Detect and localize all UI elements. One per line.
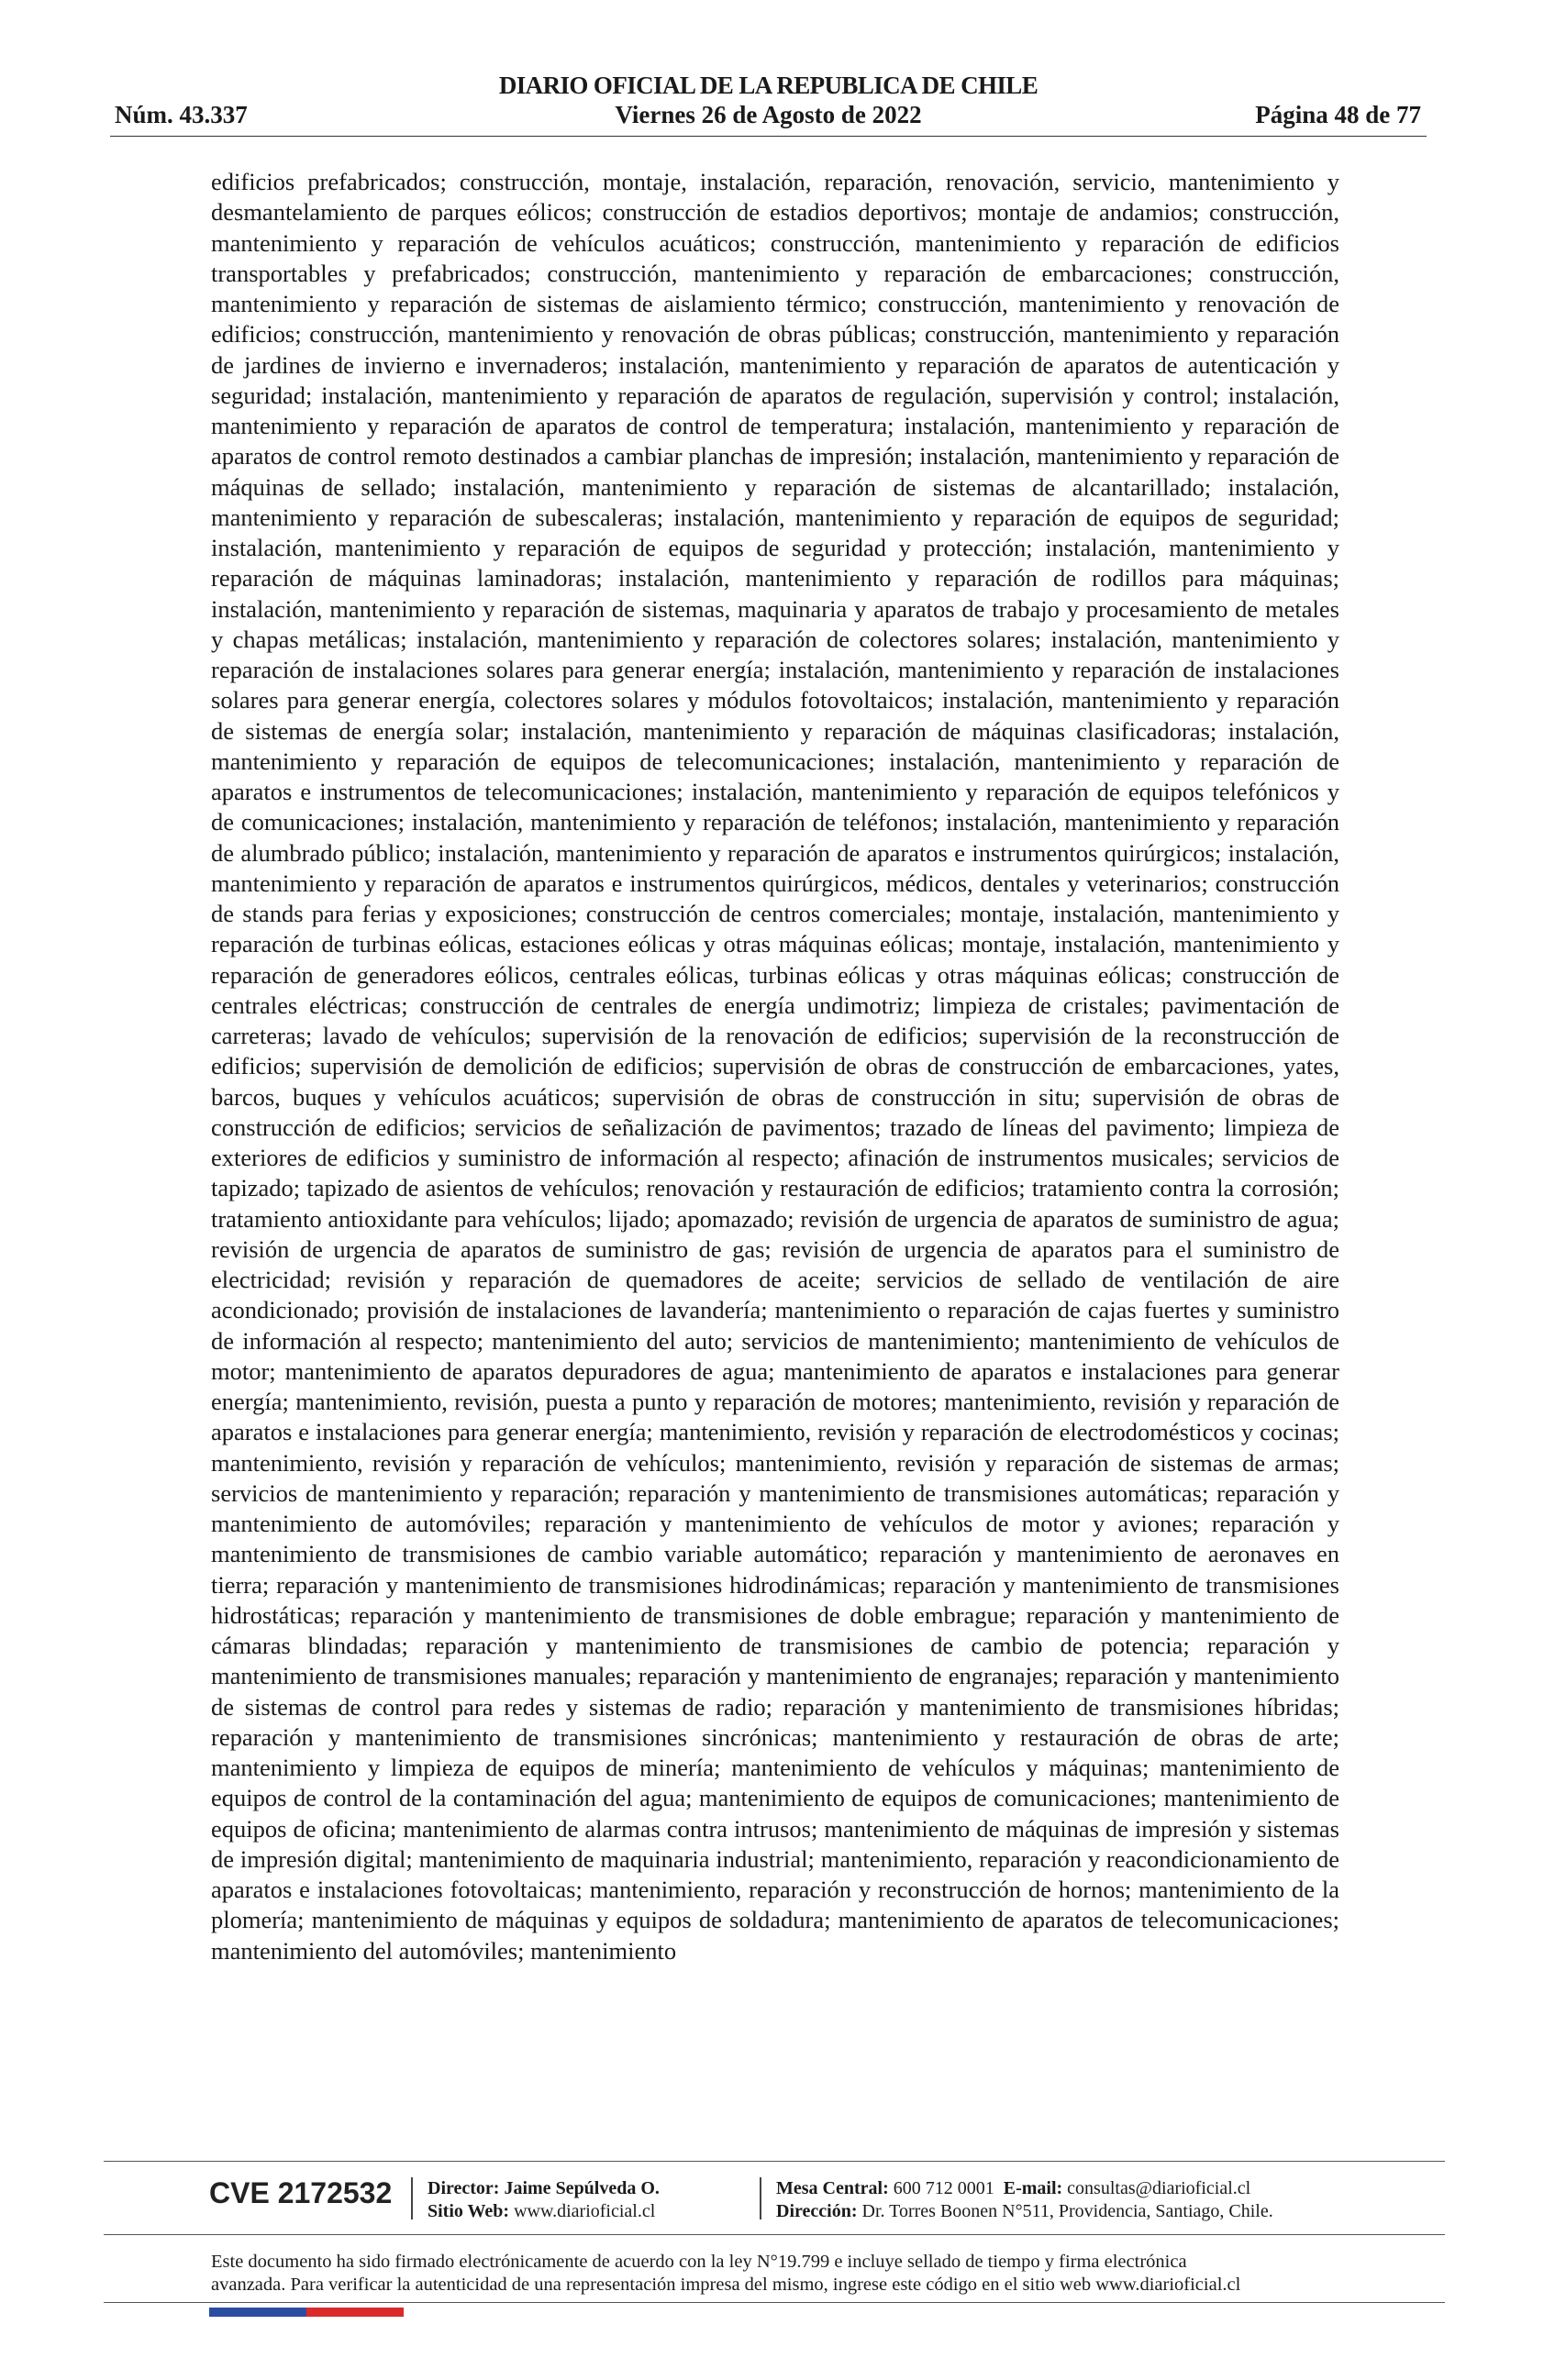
footer-top-divider: [104, 2161, 1445, 2162]
address-value: Dr. Torres Boonen N°511, Providencia, Santiago, Chile.: [861, 2201, 1273, 2221]
issue-date: Viernes 26 de Agosto de 2022: [615, 101, 922, 128]
footer-bottom-divider: [104, 2302, 1445, 2303]
director-name: Jaime Sepúlveda O.: [504, 2178, 660, 2198]
issue-number: Núm. 43.337: [115, 101, 248, 128]
notice-line-1: Este documento ha sido firmado electrónicamente de acuerdo con la ley N°19.799 e incluye sellado de tiempo y firma electrónica: [211, 2252, 1187, 2272]
director-label: Director:: [428, 2178, 500, 2198]
body-text: edificios prefabricados; construcción, montaje, instalación, reparación, renovación, servicio, mantenimiento y desmantelamiento de parques eólicos; construcción de estadios deportivos; montaje de andamios; construcción, mantenimiento y reparación de vehículos acuáticos; construcción, mantenimiento y reparación de edificios transportables y prefabricados; construcción, mantenimiento y reparación de embarcaciones; construcción, mantenimiento y reparación de sistemas de aislamiento térmico; construcción, mantenimiento y renovación de edificios; construcción, mantenimiento y renovación de obras públicas; construcción, mantenimiento y reparación de jardines de invierno e invernaderos; instalación, mantenimiento y reparación de aparatos de autenticación y seguridad; instalación, mantenimiento y reparación de aparatos de regulación, supervisión y control; instalación, mantenimiento y reparación de aparatos de control de temperatura; instalación, mantenimiento y reparación de aparatos de control remoto destinados a cambiar planchas de impresión; instalación, mantenimiento y reparación de máquinas de sellado; instalación, mantenimiento y reparación de sistemas de alcantarillado; instalación, mantenimiento y reparación de subescaleras; instalación, mantenimiento y reparación de equipos de seguridad; instalación, mantenimiento y reparación de equipos de seguridad y protección; instalación, mantenimiento y reparación de máquinas laminadoras; instalación, mantenimiento y reparación de rodillos para máquinas; instalación, mantenimiento y reparación de sistemas, maquinaria y aparatos de trabajo y procesamiento de metales y chapas metálicas; instalación, mantenimiento y reparación de colectores solares; instalación, mantenimiento y reparación de instalaciones solares para generar energía; instalación, mantenimiento y reparación de instalaciones solares para generar energía, colectores solares y módulos fotovoltaicos; instalación, mantenimiento y reparación de sistemas de energía solar; instalación, mantenimiento y reparación de máquinas clasificadoras; instalación, mantenimiento y reparación de equipos de telecomunicaciones; instalación, mantenimiento y reparación de aparatos e instrumentos de telecomunicaciones; instalación, mantenimiento y reparación de equipos telefónicos y de comunicaciones; instalación, mantenimiento y reparación de teléfonos; instalación, mantenimiento y reparación de alumbrado público; instalación, mantenimiento y reparación de aparatos e instrumentos quirúrgicos; instalación, mantenimiento y reparación de aparatos e instrumentos quirúrgicos, médicos, dentales y veterinarios; construcción de stands para ferias y exposiciones; construcción de centros comerciales; montaje, instalación, mantenimiento y reparación de turbinas eólicas, estaciones eólicas y otras máquinas eólicas; montaje, instalación, mantenimiento y reparación de generadores eólicos, centrales eólicas, turbinas eólicas y otras máquinas eólicas; construcción de centrales eléctricas; construcción de centrales de energía undimotriz; limpieza de cristales; pavimentación de carreteras; lavado de vehículos; supervisión de la renovación de edificios; supervisión de la reconstrucción de edificios; supervisión de demolición de edificios; supervisión de obras de construcción de embarcaciones, yates, barcos, buques y vehículos acuáticos; supervisión de obras de construcción in situ; supervisión de obras de construcción de edificios; servicios de señalización de pavimentos; trazado de líneas del pavimento; limpieza de exteriores de edificios y suministro de información al respecto; afinación de instrumentos musicales; servicios de tapizado; tapizado de asientos de vehículos; renovación y restauración de edificios; tratamiento contra la corrosión; tratamiento antioxidante para vehículos; lijado; apomazado; revisión de urgencia de aparatos de suministro de agua; revisión de urgencia de aparatos de suministro de gas; revisión de urgencia de aparatos para el suministro de electricidad; revisión y reparación de quemadores de aceite; servicios de sellado de ventilación de aire acondicionado; provisión de instalaciones de lavandería; mantenimiento o reparación de cajas fuertes y suministro de información al respecto; mantenimiento del auto; servicios de mantenimiento; mantenimiento de vehículos de motor; mantenimiento de aparatos depuradores de agua; mantenimiento de aparatos e instalaciones para generar energía; mantenimiento, revisión, puesta a punto y reparación de motores; mantenimiento, revisión y reparación de aparatos e instalaciones para generar energía; mantenimiento, revisión y reparación de electrodomésticos y cocinas; mantenimiento, revisión y reparación de vehículos; mantenimiento, revisión y reparación de sistemas de armas; servicios de mantenimiento y reparación; reparación y mantenimiento de transmisiones automáticas; reparación y mantenimiento de automóviles; reparación y mantenimiento de vehículos de motor y aviones; reparación y mantenimiento de transmisiones de cambio variable automático; reparación y mantenimiento de aeronaves en tierra; reparación y mantenimiento de transmisiones hidrodinámicas; reparación y mantenimiento de transmisiones hidrostáticas; reparación y mantenimiento de transmisiones de doble embrague; reparación y mantenimiento de cámaras blindadas; reparación y mantenimiento de transmisiones de cambio de potencia; reparación y mantenimiento de transmisiones manuales; reparación y mantenimiento de engranajes; reparación y mantenimiento de sistemas de control para redes y sistemas de radio; reparación y mantenimiento de transmisiones híbridas; reparación y mantenimiento de transmisiones sincrónicas; mantenimiento y restauración de obras de arte; mantenimiento y limpieza de equipos de minería; mantenimiento de vehículos y máquinas; mantenimiento de equipos de control de la contaminación del agua; mantenimiento de equipos de comunicaciones; mantenimiento de equipos de oficina; mantenimiento de alarmas contra intrusos; mantenimiento de máquinas de impresión y sistemas de impresión digital; mantenimiento de maquinaria industrial; mantenimiento, reparación y reacondicionamiento de aparatos e instalaciones fotovoltaicas; mantenimiento, reparación y reconstrucción de hornos; mantenimiento de la plomería; mantenimiento de máquinas y equipos de soldadura; mantenimiento de aparatos de telecomunicaciones; mantenimiento del automóviles; mantenimiento: [211, 168, 1339, 1965]
website-label: Sitio Web:: [428, 2201, 510, 2221]
footer-mid-divider: [104, 2234, 1445, 2235]
notice-line-2: avanzada. Para verificar la autenticidad de una representación impresa del mismo, ingrese este código en el sitio web www.diarioficial.cl: [211, 2275, 1241, 2295]
phone-label: Mesa Central:: [776, 2178, 889, 2198]
email-label: E-mail:: [1003, 2178, 1063, 2198]
footer-divider-2: [760, 2177, 761, 2219]
cve-code: CVE 2172532: [209, 2176, 393, 2209]
phone-number: 600 712 0001: [893, 2178, 994, 2198]
email-link[interactable]: consultas@diarioficial.cl: [1067, 2178, 1251, 2198]
footer-divider-1: [411, 2177, 413, 2219]
page-number: Página 48 de 77: [1255, 101, 1421, 128]
signature-notice: [211, 2251, 1349, 2297]
flag-red-stripe: [306, 2308, 404, 2317]
address-label: Dirección:: [776, 2201, 858, 2221]
newspaper-title: DIARIO OFICIAL DE LA REPUBLICA DE CHILE: [498, 72, 1039, 99]
footer-contact-right: [776, 2177, 1273, 2223]
footer-contact-left: [428, 2177, 660, 2223]
flag-blue-stripe: [209, 2308, 306, 2317]
page-header: [110, 68, 1427, 137]
website-link[interactable]: www.diarioficial.cl: [514, 2201, 656, 2221]
